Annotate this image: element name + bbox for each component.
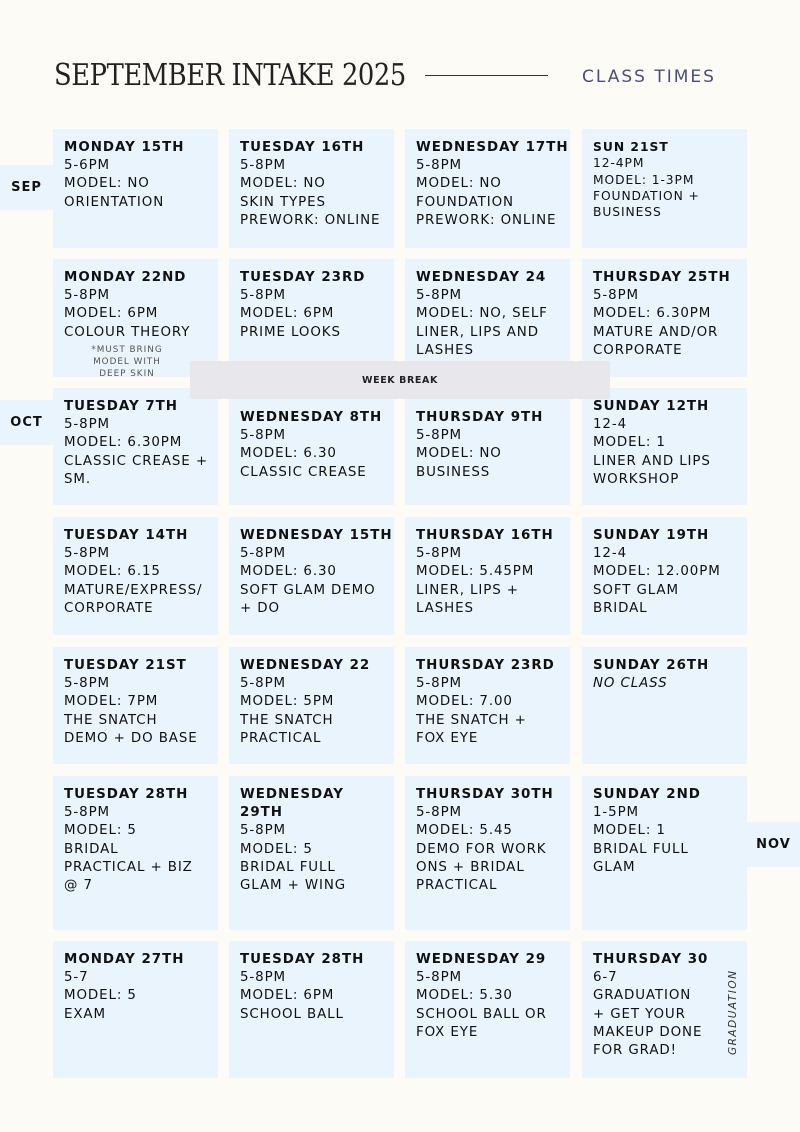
class-detail-line: FOR GRAD! [593, 1043, 677, 1059]
class-card [582, 776, 747, 930]
class-detail-line: BUSINESS [593, 205, 662, 220]
class-day-heading: MONDAY 27TH [64, 952, 185, 967]
class-detail-line: MODEL: NO [64, 176, 150, 192]
class-card [582, 941, 747, 1078]
class-day-heading: WEDNESDAY 22 [240, 658, 371, 673]
class-detail-line: 29TH [240, 805, 283, 821]
class-card [229, 259, 394, 377]
class-detail-line: CLASSIC CREASE + [64, 453, 208, 469]
class-detail-line: 5-8PM [416, 970, 462, 986]
class-detail-line: SOFT GLAM DEMO [240, 582, 376, 598]
class-detail-line: 12-4 [593, 546, 627, 562]
class-detail-line: 5-8PM [64, 676, 110, 692]
class-day-heading: MONDAY 22ND [64, 270, 187, 285]
class-detail-line: SOFT GLAM [593, 582, 679, 598]
class-detail-line: 5-8PM [240, 970, 286, 986]
class-day-heading: SUN 21ST [593, 140, 669, 154]
class-detail-line: BRIDAL FULL [240, 859, 336, 875]
class-detail-line: GLAM [593, 859, 636, 875]
class-day-heading: TUESDAY 16TH [240, 140, 365, 155]
class-detail-line: MODEL: NO [416, 176, 502, 192]
class-day-heading: WEDNESDAY 24 [416, 270, 547, 285]
class-detail-line: FOX EYE [416, 730, 479, 746]
class-card [582, 647, 747, 764]
class-detail-line: SM. [64, 471, 92, 487]
class-day-heading: THURSDAY 23RD [416, 658, 555, 673]
class-detail-line: MODEL: 1 [593, 435, 666, 451]
class-day-heading: SUNDAY 26TH [593, 658, 710, 673]
class-detail-line: LASHES [416, 600, 474, 616]
class-detail-line: PRACTICAL [416, 878, 498, 894]
graduation-label: GRADUATION [727, 969, 739, 1055]
model-note: *MUST BRING MODEL WITH DEEP SKIN [91, 345, 163, 379]
class-card [53, 517, 218, 635]
class-day-heading: WEDNESDAY 15TH [240, 528, 393, 543]
class-card [582, 129, 747, 248]
class-detail-line: MODEL: 5 [64, 823, 137, 839]
class-card [582, 517, 747, 635]
class-detail-line: COLOUR THEORY [64, 324, 191, 340]
class-detail-line: MODEL: NO, SELF [416, 306, 548, 322]
class-detail-line: + GET YOUR [593, 1006, 686, 1022]
class-detail-line: SKIN TYPES [240, 194, 326, 210]
class-day-heading: SUNDAY 2ND [593, 787, 701, 802]
class-day-heading: SUNDAY 12TH [593, 399, 710, 414]
class-day-heading: WEDNESDAY 17TH [416, 140, 569, 155]
class-detail-line: 5-8PM [416, 805, 462, 821]
class-detail-line: 5-6PM [64, 158, 110, 174]
class-detail-line: PREWORK: ONLINE [416, 212, 557, 228]
class-detail-line: CLASSIC CREASE [240, 464, 367, 480]
class-detail-line: FOUNDATION [416, 194, 514, 210]
class-detail-line: 6-7 [593, 970, 618, 986]
class-detail-line: 5-8PM [416, 288, 462, 304]
class-detail-line: LINER, LIPS AND [416, 324, 539, 340]
class-detail-line: SCHOOL BALL [240, 1006, 344, 1022]
class-detail-line: 5-8PM [64, 288, 110, 304]
class-day-heading: TUESDAY 28TH [240, 952, 365, 967]
class-detail-line: MODEL: NO [416, 446, 502, 462]
class-detail-line: MODEL: 7.00 [416, 694, 513, 710]
class-detail-line: 5-8PM [416, 546, 462, 562]
class-card [53, 941, 218, 1078]
class-day-heading: TUESDAY 7TH [64, 399, 179, 414]
class-card [229, 517, 394, 635]
class-detail-line: MODEL: 5.45 [416, 823, 513, 839]
class-detail-line: FOUNDATION + [593, 188, 700, 203]
class-detail-line: ONS + BRIDAL [416, 859, 525, 875]
class-detail-line: MODEL: 5PM [240, 694, 335, 710]
page-subtitle: CLASS TIMES [582, 67, 716, 87]
class-card [405, 776, 570, 930]
class-detail-line: LINER, LIPS + [416, 582, 519, 598]
class-day-heading: TUESDAY 28TH [64, 787, 189, 802]
class-detail-line: SCHOOL BALL OR [416, 1006, 547, 1022]
class-day-heading: TUESDAY 23RD [240, 270, 366, 285]
class-detail-line: 5-8PM [416, 428, 462, 444]
class-detail-line: MODEL: 1 [593, 823, 666, 839]
class-detail-line: 5-8PM [64, 417, 110, 433]
class-detail-line: MODEL: NO [240, 176, 326, 192]
class-card [53, 776, 218, 930]
class-detail-line: MODEL: 6PM [240, 988, 335, 1004]
class-detail-line: MODEL: 6.30PM [64, 435, 183, 451]
page-title: SEPTEMBER INTAKE 2025 [54, 58, 406, 93]
class-detail-line: THE SNATCH [64, 712, 158, 728]
class-detail-line: NO CLASS [593, 676, 668, 692]
class-day-heading: THURSDAY 16TH [416, 528, 554, 543]
class-day-heading: WEDNESDAY 8TH [240, 410, 383, 425]
class-detail-line: MODEL: 6PM [240, 306, 335, 322]
class-detail-line: DEMO FOR WORK [416, 841, 547, 857]
class-detail-line: PRIME LOOKS [240, 324, 341, 340]
class-detail-line: THE SNATCH [240, 712, 334, 728]
class-card [405, 129, 570, 248]
class-detail-line: MATURE/EXPRESS/ [64, 582, 203, 598]
class-detail-line: 5-7 [64, 970, 89, 986]
week-break-banner: WEEK BREAK [190, 361, 610, 399]
class-detail-line: MODEL: 5 [64, 988, 137, 1004]
class-card [53, 388, 218, 505]
class-card [582, 388, 747, 505]
class-card [582, 259, 747, 377]
class-detail-line: BUSINESS [416, 464, 491, 480]
class-card [405, 517, 570, 635]
class-day-heading: THURSDAY 30 [593, 952, 709, 967]
class-detail-line: MODEL: 6.30 [240, 446, 337, 462]
class-detail-line: WORKSHOP [593, 471, 680, 487]
class-detail-line: GRADUATION [593, 988, 692, 1004]
class-detail-line: CORPORATE [64, 600, 154, 616]
class-day-heading: SUNDAY 19TH [593, 528, 710, 543]
class-detail-line: 5-8PM [64, 805, 110, 821]
class-detail-line: MODEL: 5 [240, 841, 313, 857]
class-card [229, 129, 394, 248]
month-label-sep: SEP [0, 165, 53, 210]
class-detail-line: MAKEUP DONE [593, 1024, 703, 1040]
month-label-oct: OCT [0, 400, 53, 445]
class-detail-line: + DO [240, 600, 280, 616]
class-day-heading: MONDAY 15TH [64, 140, 185, 155]
class-detail-line: BRIDAL FULL [593, 841, 689, 857]
class-detail-line: 5-8PM [240, 676, 286, 692]
class-day-heading: TUESDAY 21ST [64, 658, 187, 673]
class-detail-line: FOX EYE [416, 1024, 479, 1040]
month-label-nov: NOV [747, 822, 800, 867]
class-card [229, 776, 394, 930]
class-detail-line: GLAM + WING [240, 878, 347, 894]
class-detail-line: 5-8PM [416, 158, 462, 174]
class-detail-line: @ 7 [64, 878, 93, 894]
class-card [405, 647, 570, 764]
class-detail-line: 5-8PM [240, 546, 286, 562]
class-card [229, 388, 394, 505]
class-detail-line: MODEL: 5.45PM [416, 564, 535, 580]
class-detail-line: 5-8PM [64, 546, 110, 562]
class-card [405, 259, 570, 377]
class-detail-line: ORIENTATION [64, 194, 165, 210]
class-detail-line: MODEL: 6.30PM [593, 306, 712, 322]
class-card [53, 129, 218, 248]
class-detail-line: EXAM [64, 1006, 106, 1022]
class-detail-line: THE SNATCH + [416, 712, 527, 728]
class-detail-line: PRACTICAL + BIZ [64, 859, 193, 875]
class-day-heading: TUESDAY 14TH [64, 528, 189, 543]
class-card [229, 647, 394, 764]
class-card [53, 647, 218, 764]
class-detail-line: 5-8PM [240, 158, 286, 174]
title-divider [425, 75, 548, 76]
class-detail-line: 5-8PM [593, 288, 639, 304]
class-detail-line: 12-4 [593, 417, 627, 433]
class-detail-line: MODEL: 6.30 [240, 564, 337, 580]
class-detail-line: LINER AND LIPS [593, 453, 711, 469]
class-card [405, 388, 570, 505]
class-day-heading: WEDNESDAY 29 [416, 952, 547, 967]
class-detail-line: MATURE AND/OR [593, 324, 719, 340]
class-detail-line: 1-5PM [593, 805, 639, 821]
class-detail-line: MODEL: 6PM [64, 306, 159, 322]
class-detail-line: MODEL: 12.00PM [593, 564, 721, 580]
class-detail-line: 5-8PM [240, 428, 286, 444]
class-detail-line: MODEL: 7PM [64, 694, 159, 710]
class-detail-line: BRIDAL [64, 841, 119, 857]
class-detail-line: LASHES [416, 342, 474, 358]
class-day-heading: THURSDAY 30TH [416, 787, 554, 802]
class-detail-line: CORPORATE [593, 342, 683, 358]
class-detail-line: MODEL: 6.15 [64, 564, 161, 580]
class-detail-line: MODEL: 5.30 [416, 988, 513, 1004]
class-detail-line: PREWORK: ONLINE [240, 212, 381, 228]
class-day-heading: THURSDAY 25TH [593, 270, 731, 285]
class-card [405, 941, 570, 1078]
class-detail-line: 5-8PM [240, 288, 286, 304]
class-detail-line: 5-8PM [416, 676, 462, 692]
class-day-heading: THURSDAY 9TH [416, 410, 544, 425]
class-detail-line: BRIDAL [593, 600, 648, 616]
class-detail-line: DEMO + DO BASE [64, 730, 198, 746]
class-detail-line: MODEL: 1-3PM [593, 172, 695, 187]
class-detail-line: 5-8PM [240, 823, 286, 839]
class-detail-line: 12-4PM [593, 156, 645, 171]
class-day-heading: WEDNESDAY [240, 787, 344, 802]
class-detail-line: PRACTICAL [240, 730, 322, 746]
class-card [229, 941, 394, 1078]
